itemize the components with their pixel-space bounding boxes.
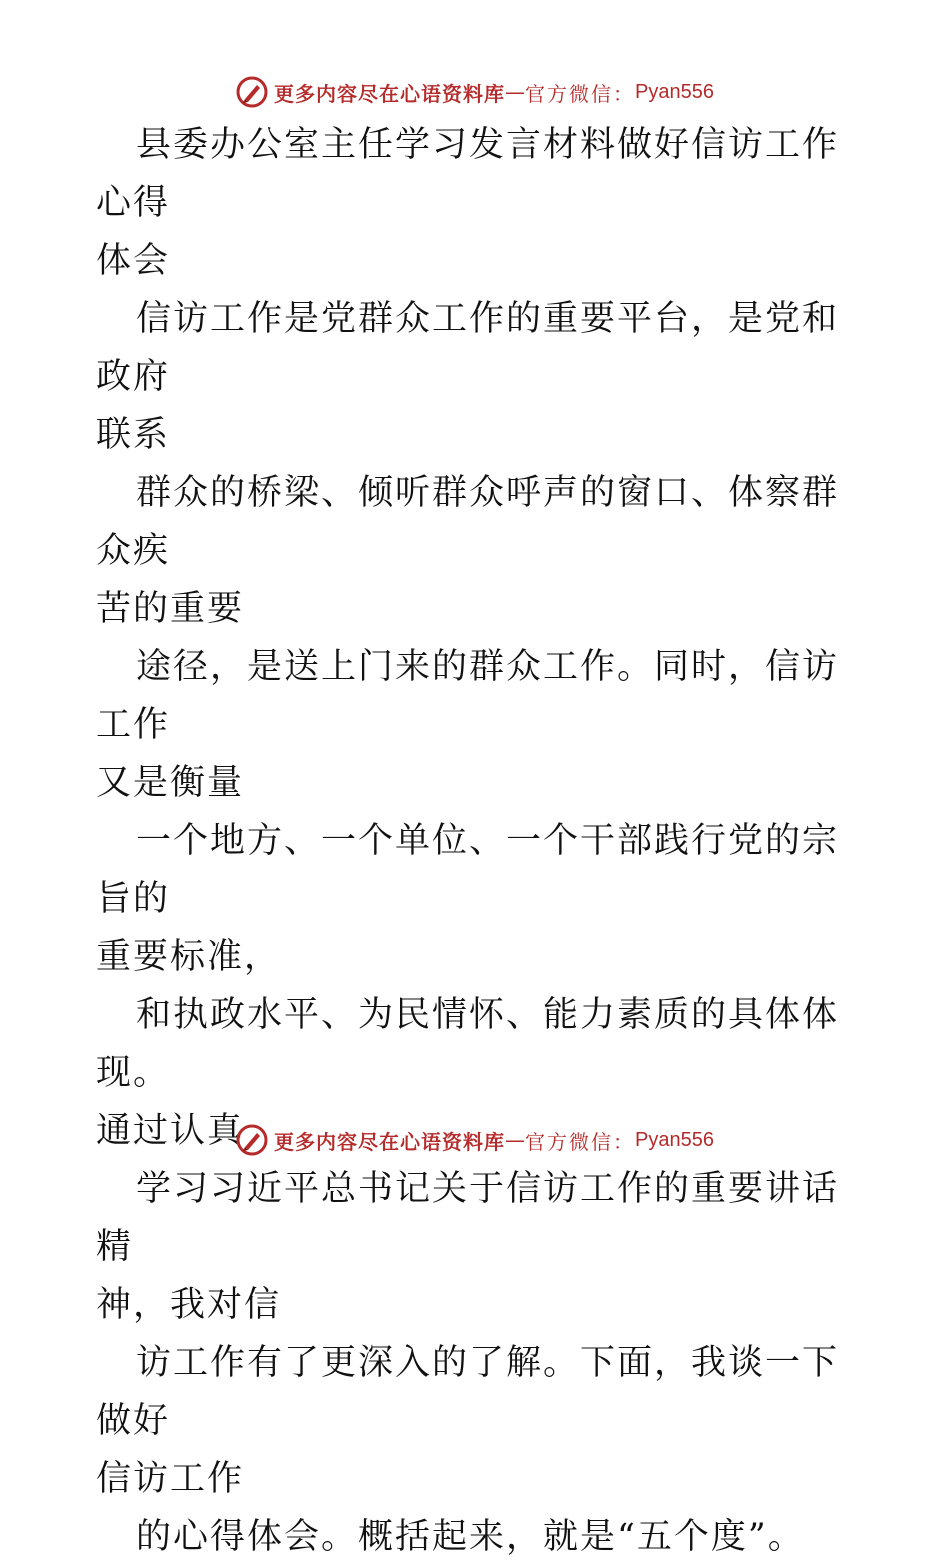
- watermark-wechat-id: Pyan556: [635, 80, 714, 103]
- text-line: 的心得体会。概括起来，就是“五个度”。: [136, 1517, 805, 1557]
- text-line: 通过认真: [96, 1111, 245, 1151]
- text-line: 一个地方、一个单位、一个干部践行党的宗旨的: [96, 821, 840, 919]
- document-body: [96, 116, 856, 1566]
- text-line: 体会: [96, 241, 171, 281]
- pen-logo-icon: [236, 1124, 268, 1156]
- footer-watermark: [0, 1120, 950, 1160]
- text-line: 神，我对信: [96, 1285, 282, 1325]
- text-line: 联系: [96, 415, 171, 455]
- text-line: 学习习近平总书记关于信访工作的重要讲话精: [96, 1169, 840, 1267]
- text-line: 重要标准，: [96, 937, 282, 977]
- watermark-sub-text: 官方微信：: [525, 81, 636, 106]
- watermark-wechat-id: Pyan556: [635, 1128, 714, 1151]
- watermark-sub-text: 官方微信：: [525, 1129, 636, 1154]
- text-line: 苦的重要: [96, 589, 245, 629]
- text-line: 和执政水平、为民情怀、能力素质的具体体现。: [96, 995, 840, 1093]
- text-line: 信访工作是党群众工作的重要平台，是党和政府: [96, 299, 840, 397]
- text-line: 途径，是送上门来的群众工作。同时，信访工作: [96, 647, 840, 745]
- text-line: 又是衡量: [96, 763, 245, 803]
- text-line: 信访工作: [96, 1459, 245, 1499]
- watermark-main-text: 更多内容尽在心语资料库: [274, 1129, 506, 1154]
- watermark-dash: —: [505, 1128, 526, 1152]
- text-line: 群众的桥梁、倾听群众呼声的窗口、体察群众疾: [96, 473, 840, 571]
- text-line: 县委办公室主任学习发言材料做好信访工作心得: [96, 125, 840, 223]
- pen-logo-icon: [236, 76, 268, 108]
- text-line: 访工作有了更深入的了解。下面，我谈一下做好: [96, 1343, 840, 1441]
- watermark-dash: —: [505, 80, 526, 104]
- watermark-main-text: 更多内容尽在心语资料库: [274, 81, 506, 106]
- header-watermark: [0, 72, 950, 112]
